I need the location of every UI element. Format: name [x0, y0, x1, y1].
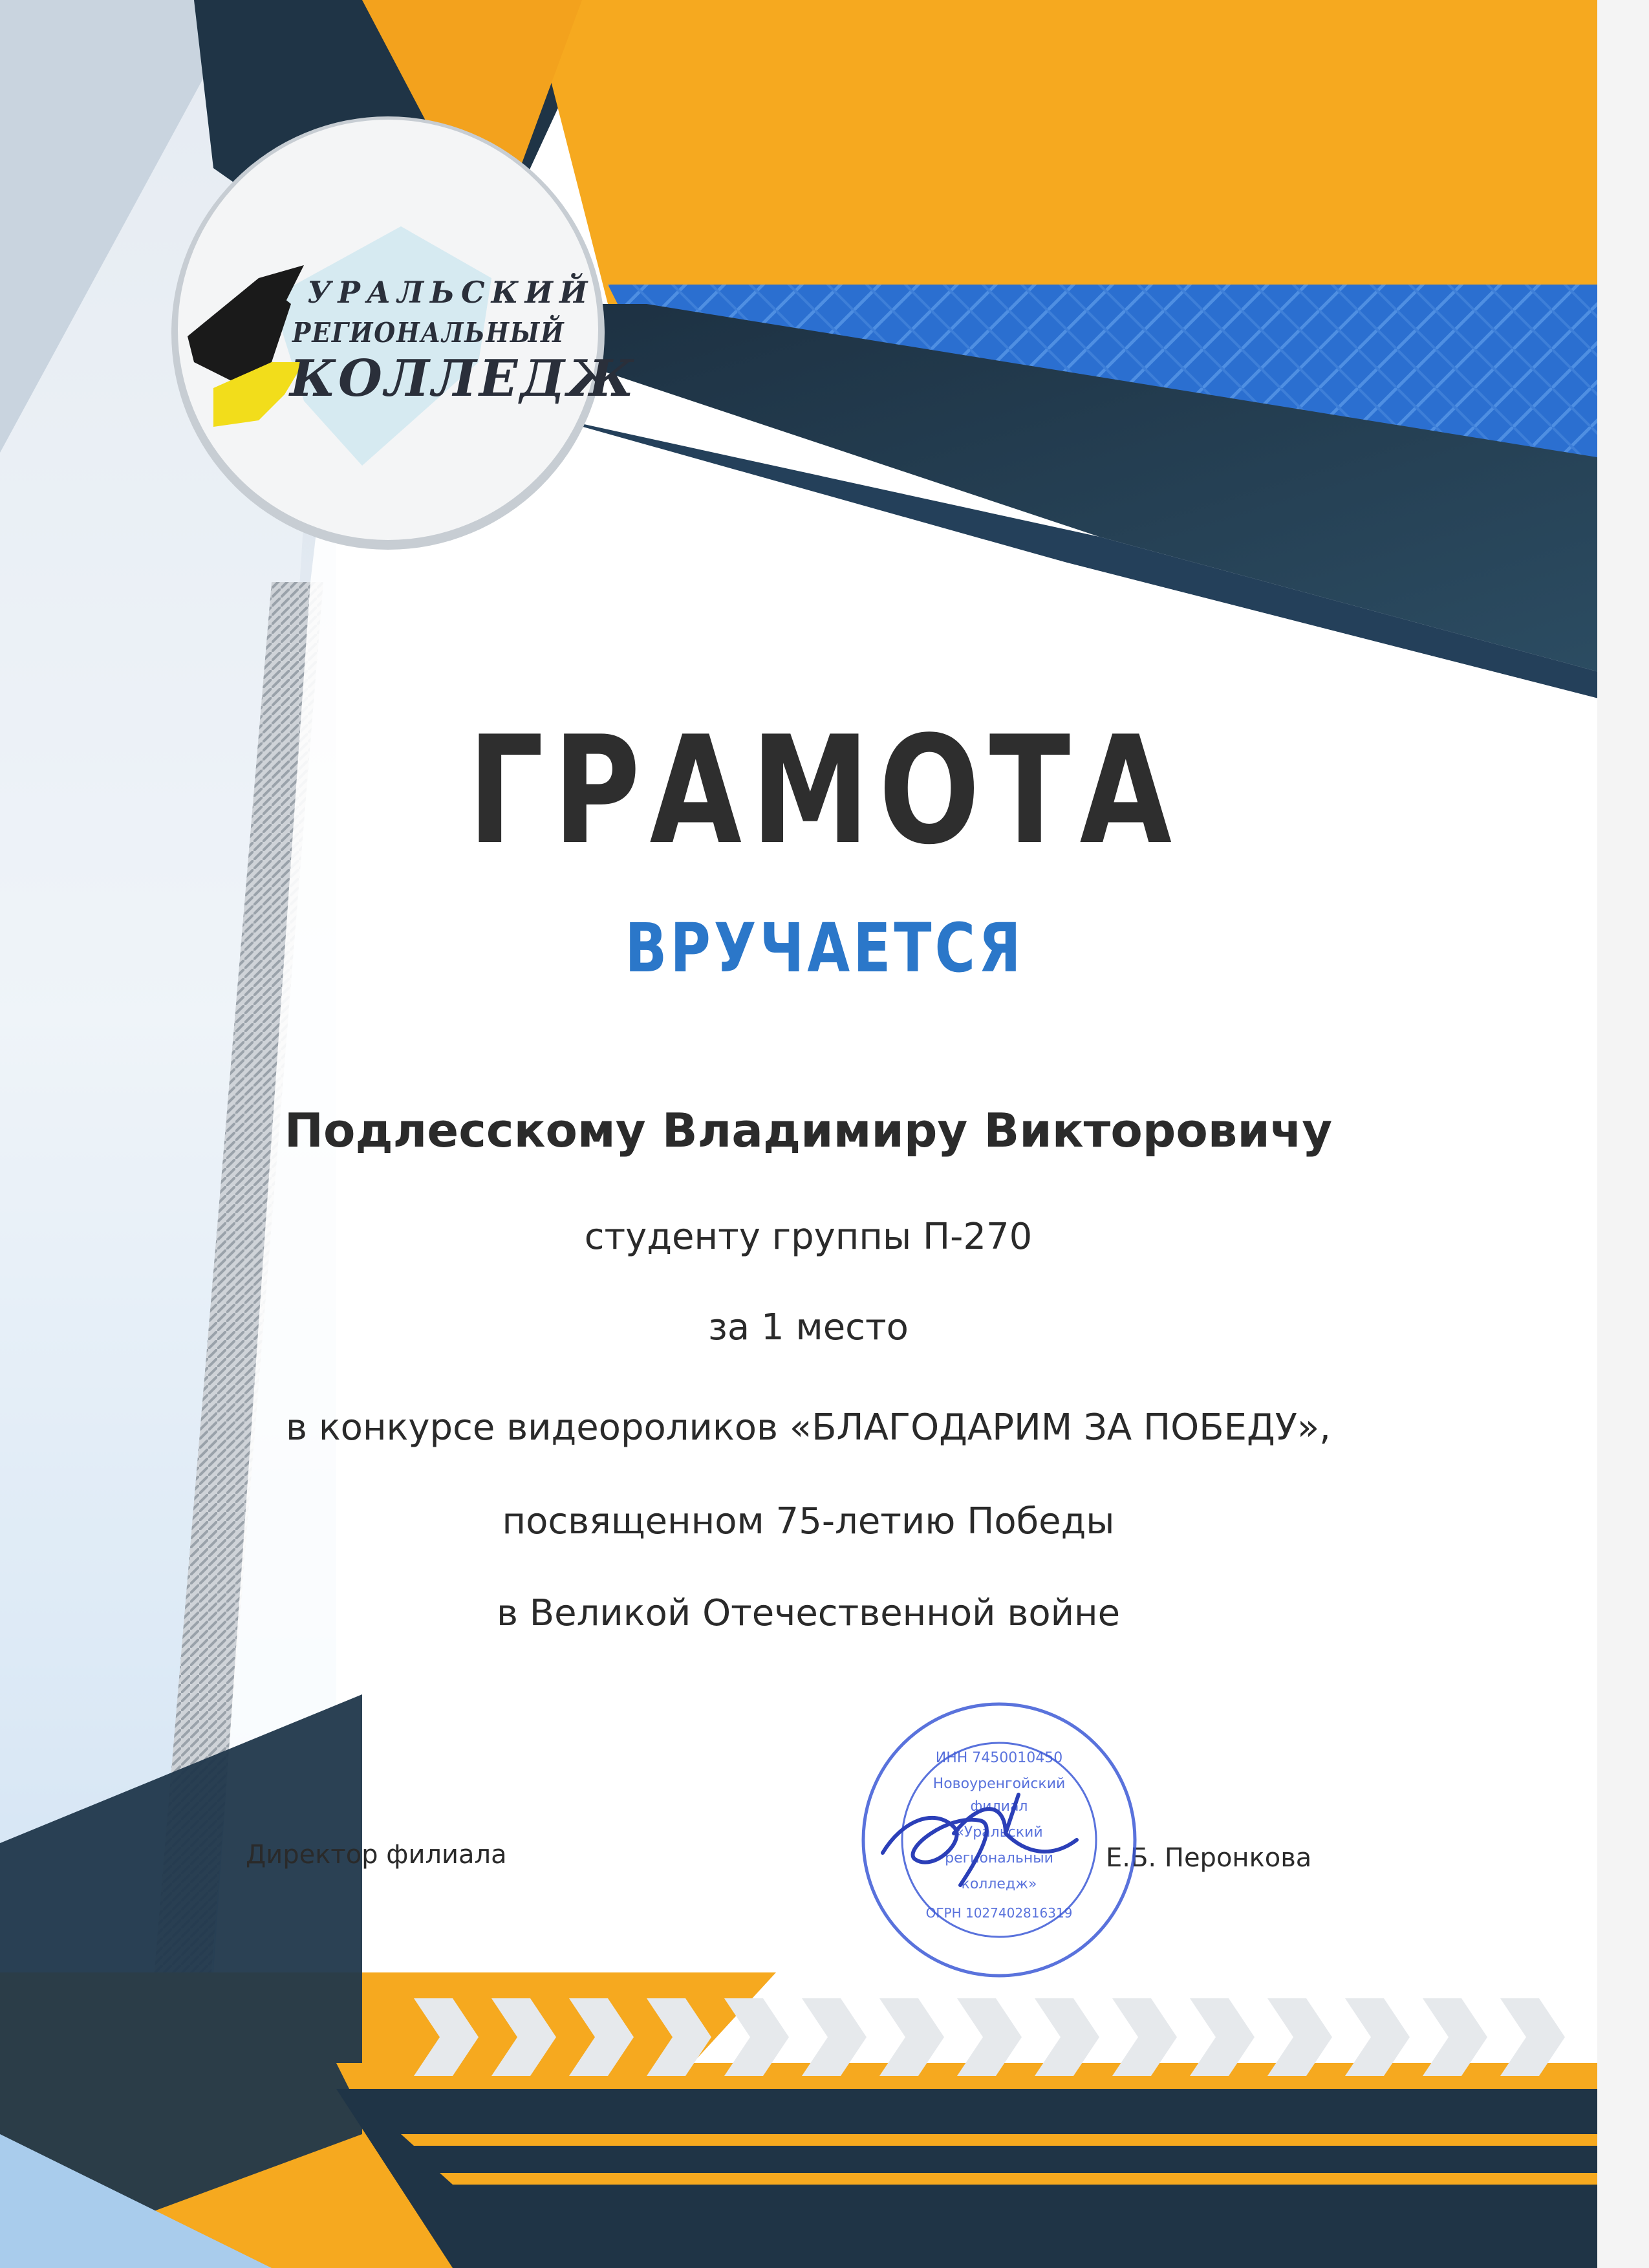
director-label: Директор филиала — [246, 1840, 507, 1870]
logo-text-line3: КОЛЛЕДЖ — [290, 349, 636, 408]
director-name: Е.Б. Перонкова — [1106, 1843, 1312, 1873]
logo-text-line2: РЕГИОНАЛЬНЫЙ — [292, 317, 565, 349]
stamp-center-line4: региональный — [945, 1850, 1053, 1866]
recipient-group: студенту группы П-270 — [584, 1216, 1033, 1258]
dedication-line2: в Великой Отечественной войне — [496, 1592, 1121, 1634]
award-place: за 1 место — [708, 1306, 909, 1348]
official-stamp — [857, 1698, 1141, 1982]
contest-name: в конкурсе видеороликов «БЛАГОДАРИМ ЗА ПОБЕДУ», — [286, 1407, 1331, 1449]
bottom-stripe-2 — [440, 2173, 1597, 2185]
stamp-ogrn: ОГРН 1027402816319 — [925, 1905, 1073, 1921]
bottom-stripe-1 — [401, 2134, 1597, 2146]
stamp-center-line3: «Уральский — [955, 1824, 1043, 1841]
top-orange-shape — [530, 0, 1649, 304]
dedication-line1: посвященном 75-летию Победы — [502, 1500, 1115, 1542]
stamp-center-line5: колледж» — [961, 1876, 1037, 1892]
stamp-inn: ИНН 7450010450 — [935, 1750, 1063, 1766]
certificate-title: ГРАМОТА — [468, 705, 1181, 878]
recipient-name: Подлесскому Владимиру Викторовичу — [284, 1103, 1333, 1158]
stamp-center-line2: филиал — [970, 1798, 1028, 1815]
stamp-center-line1: Новоуренгойский — [932, 1776, 1066, 1792]
logo-text-line1: УРАЛЬСКИЙ — [307, 275, 594, 310]
certificate-subtitle: ВРУЧАЕТСЯ — [625, 909, 1024, 988]
